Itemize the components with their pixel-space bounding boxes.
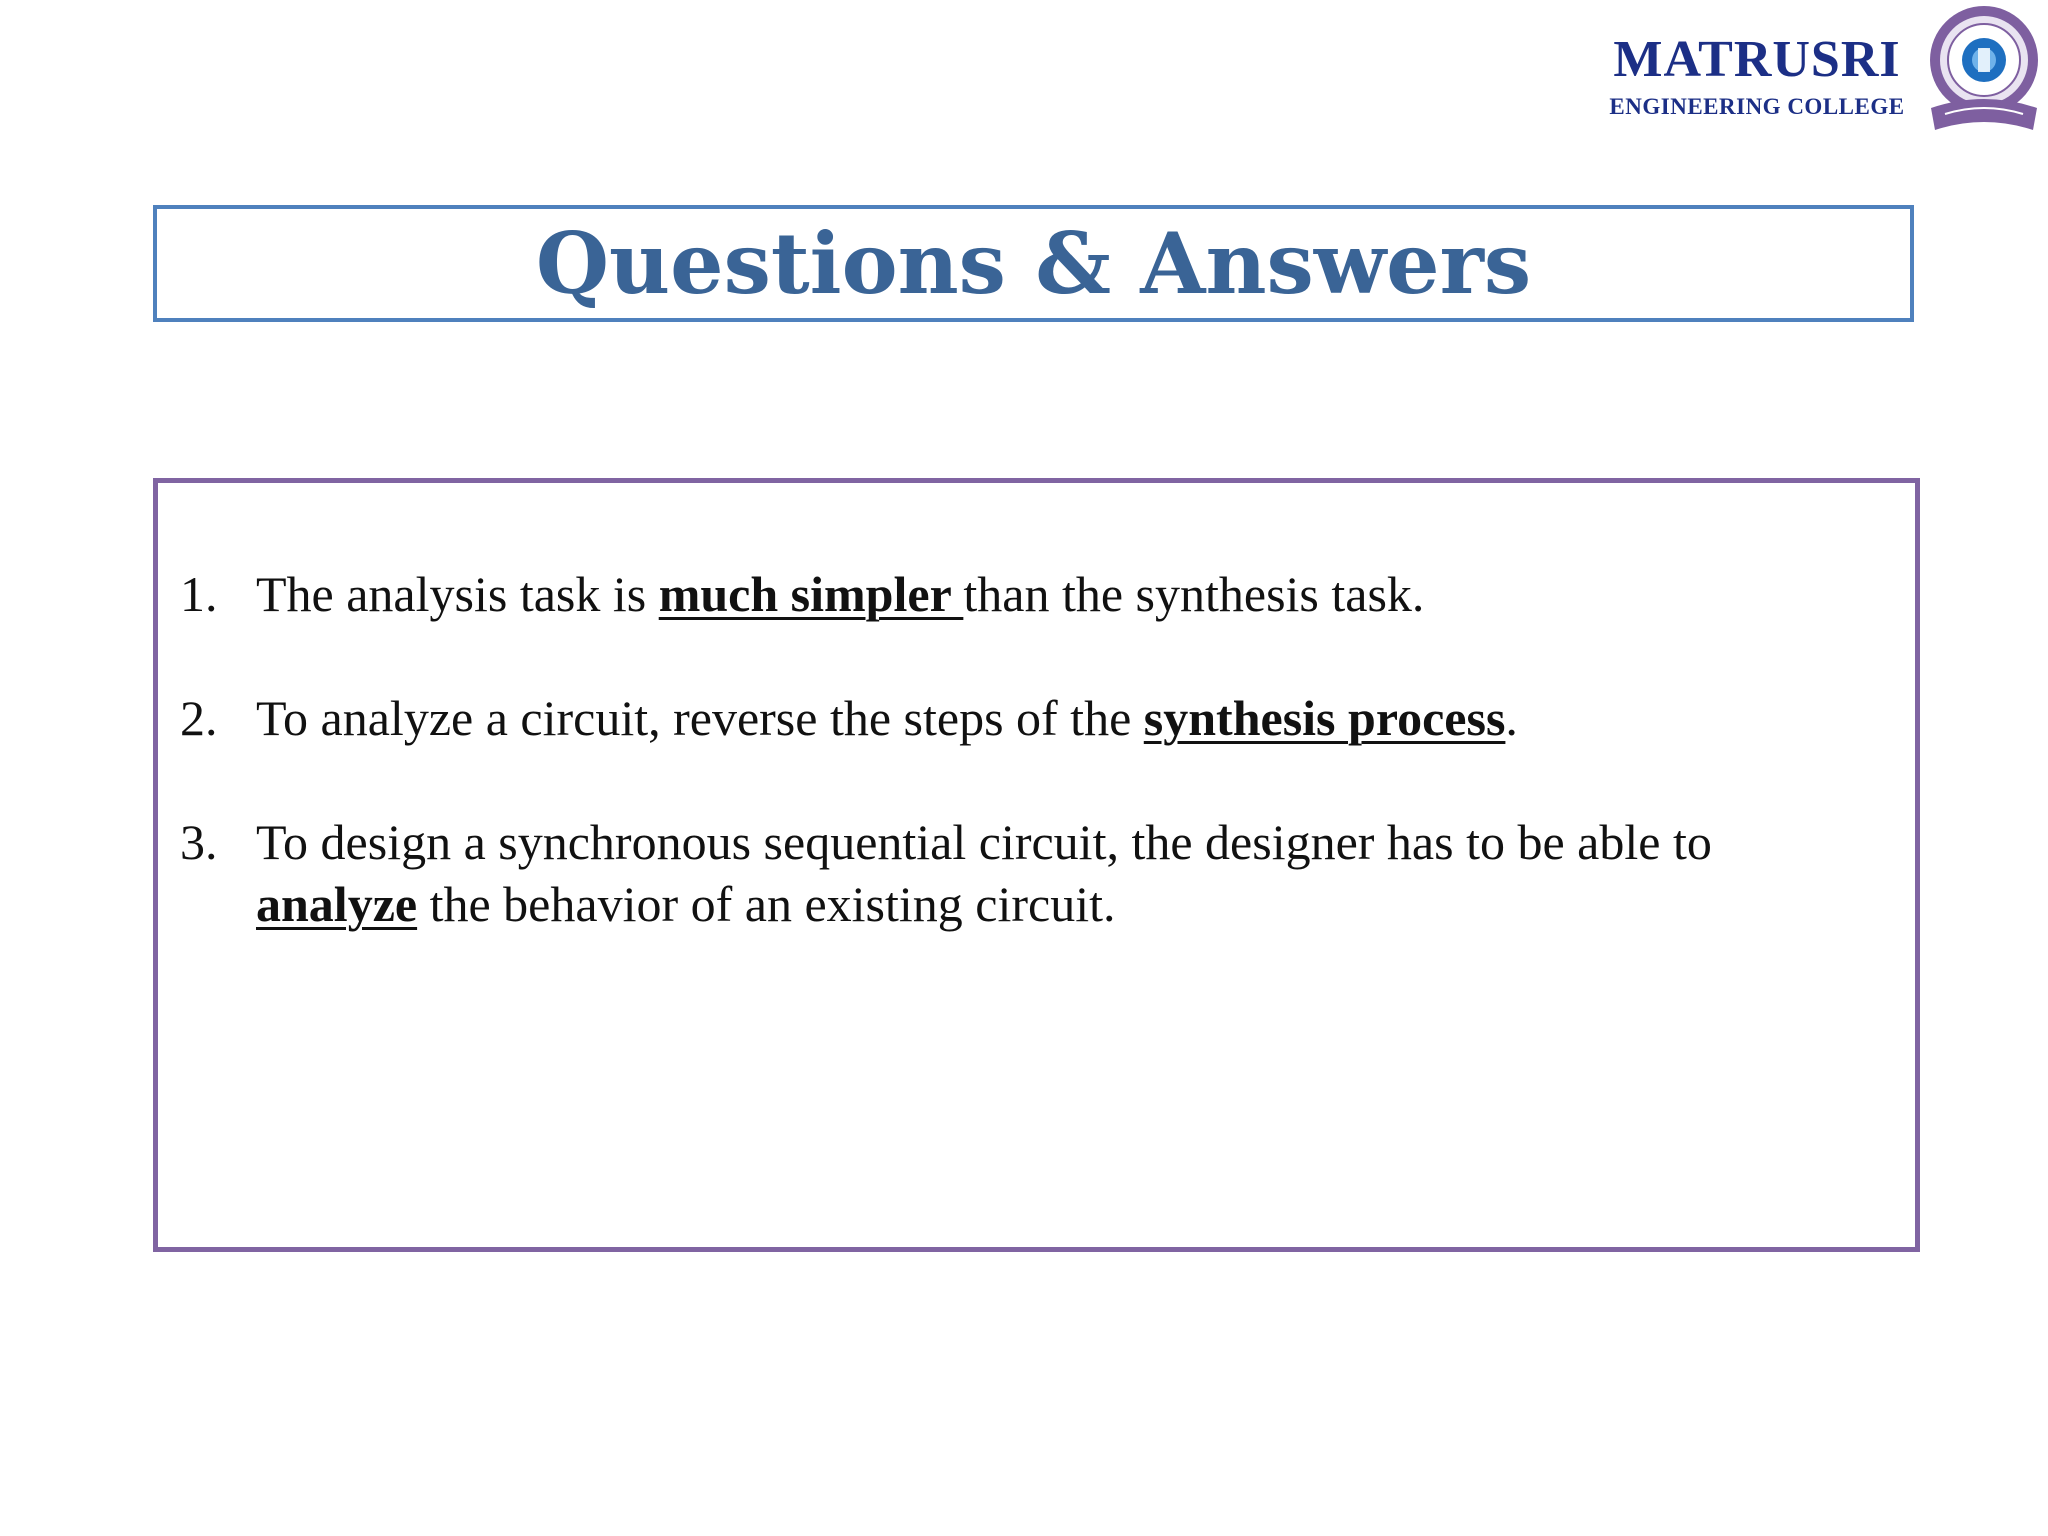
college-seal-icon — [1923, 4, 2045, 144]
item-number: 1. — [180, 566, 218, 622]
item-text — [256, 563, 1880, 625]
logo-name: MATRUSRI — [1613, 31, 1901, 88]
item-emphasis: much simpler — [658, 566, 964, 622]
title-box — [153, 205, 1914, 322]
list-item — [180, 563, 1880, 625]
item-emphasis: synthesis process — [1143, 690, 1506, 746]
item-text-before: To design a synchronous sequential circuit, the designer has to be able to — [256, 814, 1712, 870]
item-text-before: To analyze a circuit, reverse the steps of the — [256, 690, 1144, 746]
item-text-before: The analysis task is — [256, 566, 659, 622]
item-text-after: than the synthesis task. — [963, 566, 1425, 622]
content-box — [153, 478, 1920, 1252]
logo-subtitle: ENGINEERING COLLEGE — [1609, 94, 1905, 119]
item-number: 3. — [180, 814, 218, 870]
item-text — [256, 687, 1880, 749]
item-number: 2. — [180, 690, 218, 746]
item-text-after: . — [1505, 690, 1518, 746]
slide-title: Questions & Answers — [535, 213, 1532, 313]
item-text-after: the behavior of an existing circuit. — [417, 876, 1116, 932]
item-emphasis: analyze — [256, 876, 418, 932]
item-text — [256, 811, 1880, 935]
college-logo — [1595, 10, 2045, 145]
list-item — [180, 811, 1880, 935]
list-item — [180, 687, 1880, 749]
